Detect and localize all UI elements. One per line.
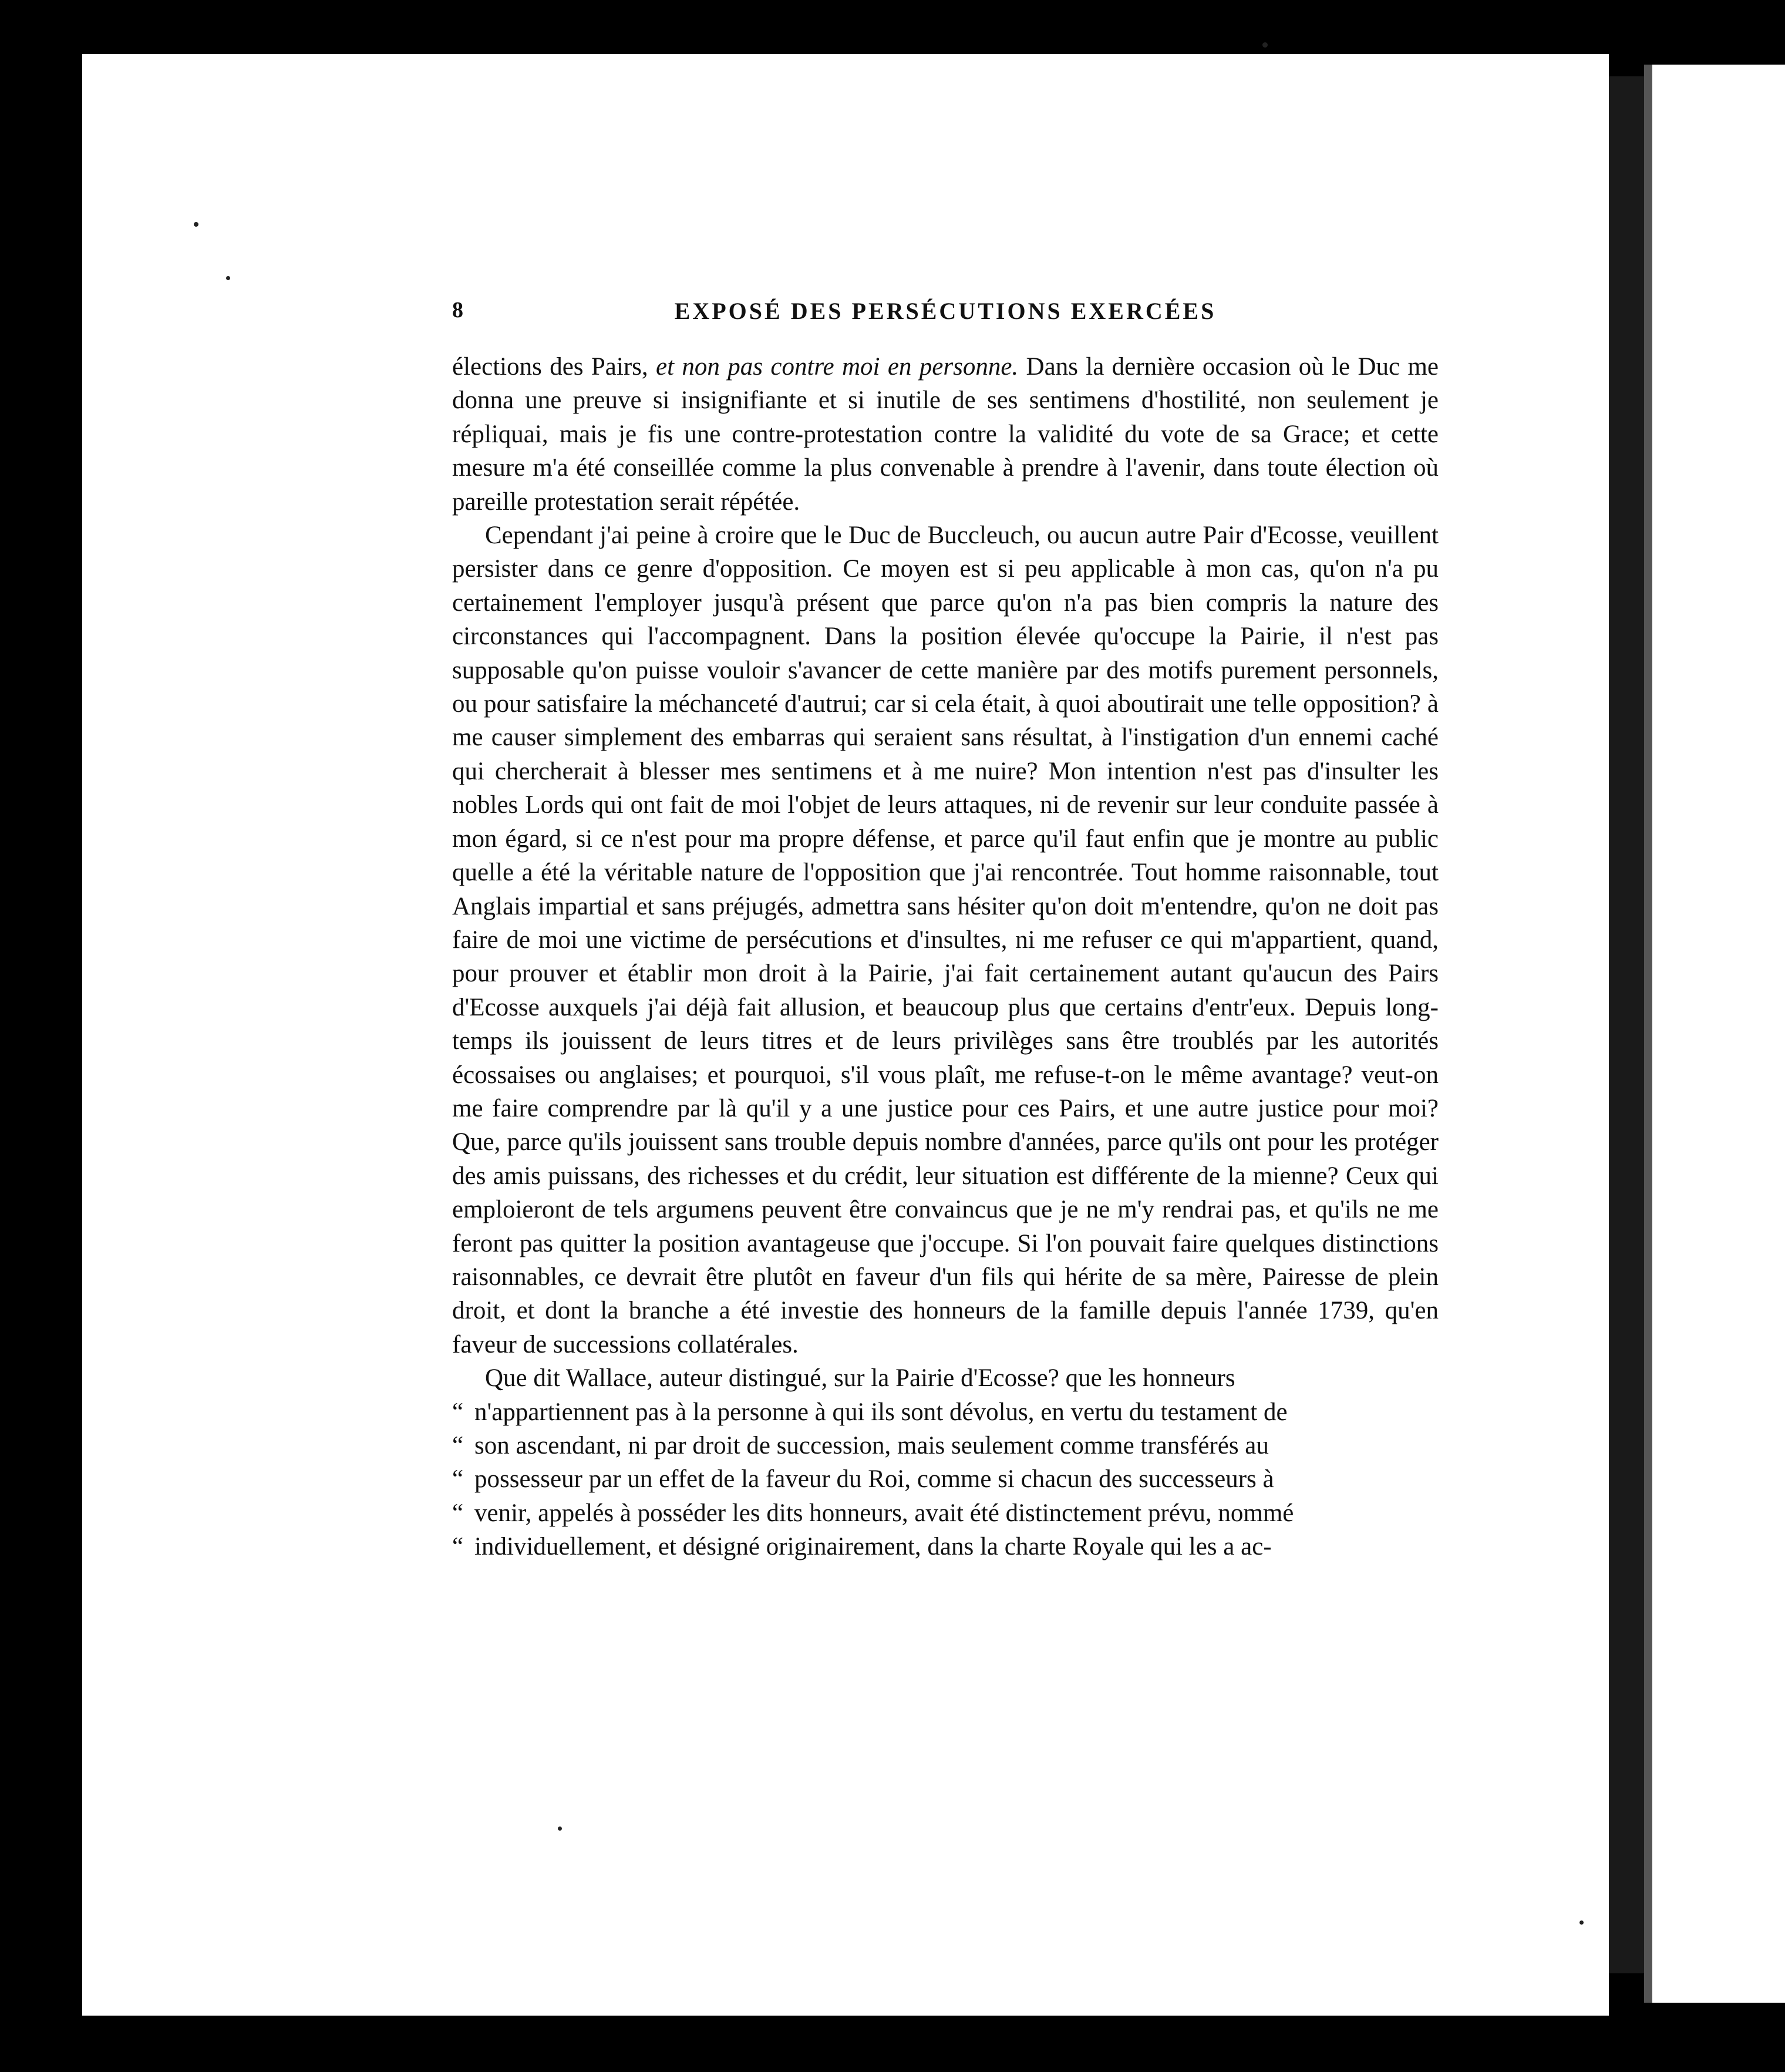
paragraph-3: Que dit Wallace, auteur distingué, sur la Pairie d'Ecosse? que les honneurs <box>485 1364 1235 1392</box>
quote-line <box>452 1429 1439 1462</box>
paragraph-2: Cependant j'ai peine à croire que le Duc de Buccleuch, ou aucun autre Pair d'Ecosse, veuillent persister dans ce genre d'opposition. Ce moyen est si peu applicable à mon cas, qu'on n'a pu certainement l'employer jusqu'à présent que parce qu'on n'a pas bien compris la nature des circonstances qui l'accompagnent. Dans la position élevée qu'occupe la Pairie, il n'est pas supposable qu'on puisse vouloir s'avancer de cette manière par des motifs purement personnels, ou pour satisfaire la méchanceté d'autrui; car si cela était, à quoi aboutirait une telle opposition? à me causer simplement des embarras qui seraient sans résultat, à l'instigation d'un ennemi caché qui chercherait à blesser mes sentimens et à me nuire? Mon intention n'est pas d'insulter les nobles Lords qui ont fait de moi l'objet de leurs attaques, ni de revenir sur leur conduite passée à mon égard, si ce n'est pour ma propre défense, et parce qu'il faut enfin que je montre au public quelle a été la véritable nature de l'opposition que j'ai rencontrée. Tout homme raisonnable, tout Anglais impartial et sans préjugés, admettra sans hésiter qu'on doit m'entendre, qu'on ne doit pas faire de moi une victime de persécutions et d'insultes, ni me refuser ce qui m'appartient, quand, pour prouver et établir mon droit à la Pairie, j'ai fait certainement autant qu'aucun des Pairs d'Ecosse auxquels j'ai déjà fait allusion, et beaucoup plus que certains d'entr'eux. Depuis long-temps ils jouissent de leurs titres et de leurs privilèges sans être troublés par les autorités écossaises ou anglaises; et pourquoi, s'il vous plaît, me refuse-t-on le même avantage? veut-on me faire comprendre par là qu'il y a une justice pour ces Pairs, et une autre justice pour moi? Que, parce qu'ils jouissent sans trouble depuis nombre d'années, parce qu'ils ont pour les protéger des amis puissans, des richesses et du crédit, leur situation est différente de la mienne? Ceux qui emploieront de tels argumens peuvent être convaincus que je ne m'y rendrai pas, et qu'ils ne me feront pas quitter la position avantageuse que j'occupe. Si l'on pouvait faire quelques distinctions raisonnables, ce devrait être plutôt en faveur d'un fils qui hérite de sa mère, Pairesse de plein droit, et dont la branche a été investie des honneurs de la famille depuis l'année 1739, qu'en faveur de successions collatérales. <box>452 522 1439 1358</box>
gutter-shadow <box>1644 65 1652 2003</box>
quote-line-text: individuellement, et désigné originairement, dans la charte Royale qui les a ac- <box>474 1533 1272 1561</box>
scan-speck <box>226 276 230 280</box>
quote-line-text: n'appartiennent pas à la personne à qui ils sont dévolus, en vertu du testament de <box>474 1398 1288 1426</box>
quote-line <box>452 1395 1439 1429</box>
quote-line <box>452 1462 1439 1496</box>
quote-line-text: possesseur par un effet de la faveur du Roi, comme si chacun des successeurs à <box>474 1465 1274 1494</box>
paragraph-1-italic: et non pas contre moi en personne. <box>656 353 1019 381</box>
page-header <box>452 297 1439 338</box>
quote-line-text: venir, appelés à posséder les dits honneurs, avait été distinctement prévu, nommé <box>474 1499 1294 1527</box>
scan-speck <box>558 1827 562 1831</box>
block-quote <box>452 1395 1439 1564</box>
quote-mark: “ <box>452 1499 464 1527</box>
quote-mark: “ <box>452 1432 464 1459</box>
paragraph-1-rest: Dans la dernière occasion où le Duc me donna une preuve si insignifiante et si inutile de ses sentimens d'hostilité, non seulement je répliquai, mais je fis une contre-protestation contre la validité du vote de sa Grace; et cette mesure m'a été conseillée comme la plus convenable à prendre à l'avenir, dans toute élection où pareille protestation serait répétée. <box>452 353 1439 516</box>
scan-speck <box>1579 1920 1584 1925</box>
page-edge <box>1609 76 1644 1973</box>
running-title: EXPOSÉ DES PERSÉCUTIONS EXERCÉES <box>674 298 1217 324</box>
scan-speck <box>194 222 198 227</box>
adjacent-page-edge <box>1644 65 1785 2003</box>
quote-mark: “ <box>452 1398 464 1426</box>
quote-mark: “ <box>452 1465 464 1494</box>
scan-speck <box>1262 42 1268 48</box>
paragraph-1-lead: élections des Pairs, <box>452 353 656 381</box>
page-text <box>452 297 1439 1564</box>
quote-line-text: son ascendant, ni par droit de succession, mais seulement comme transférés au <box>474 1432 1269 1459</box>
quote-line <box>452 1496 1439 1530</box>
paragraph-1 <box>452 350 1439 519</box>
page-number: 8 <box>452 298 463 322</box>
quote-line <box>452 1530 1439 1563</box>
quote-mark: “ <box>452 1533 464 1561</box>
